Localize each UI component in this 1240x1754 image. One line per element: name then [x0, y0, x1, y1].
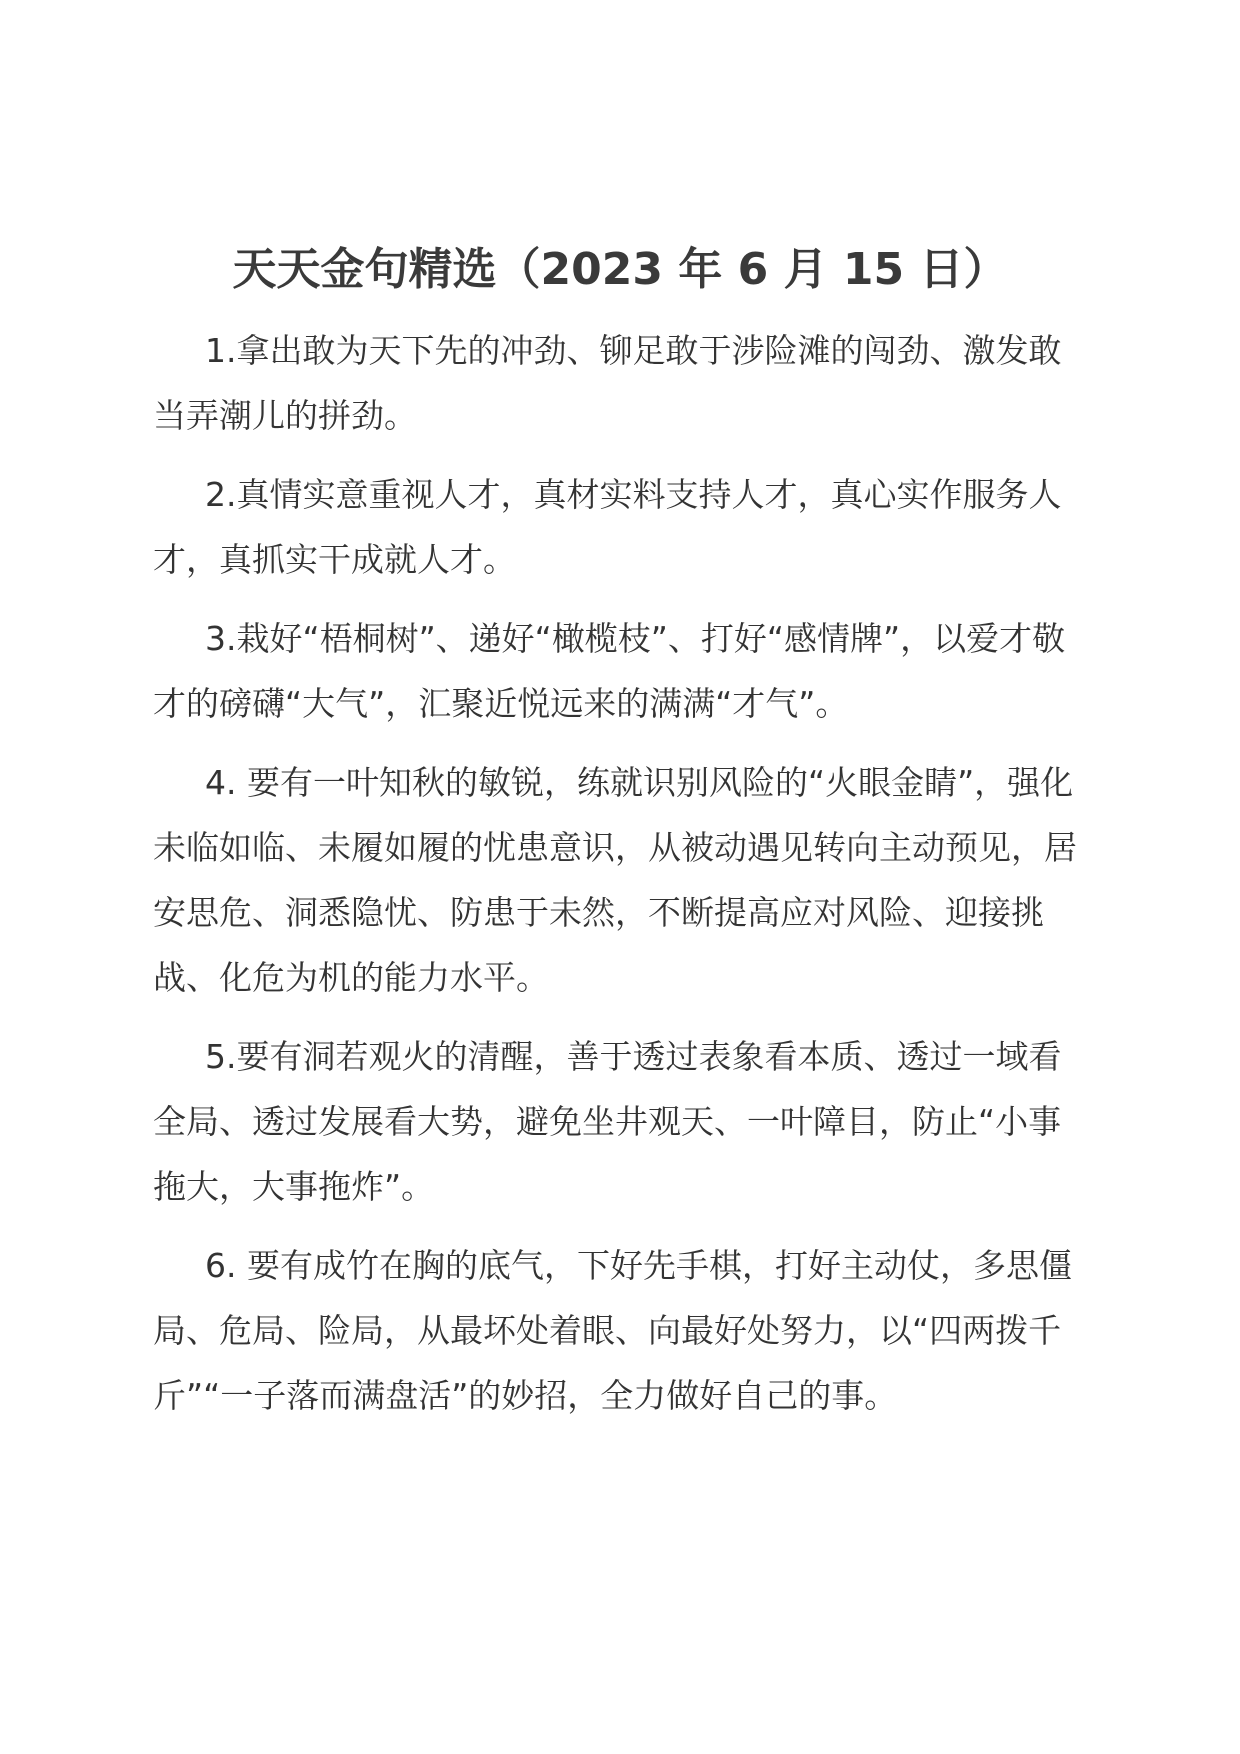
paragraph-1: 1.拿出敢为天下先的冲劲、铆足敢于涉险滩的闯劲、激发敢当弄潮儿的拼劲。 — [153, 331, 1062, 435]
paragraph-4: 4. 要有一叶知秋的敏锐，练就识别风险的“火眼金睛”，强化未临如临、未履如履的忧患意识，从被动遇见转向主动预见，居安思危、洞悉隐忧、防患于未然，不断提高应对风险、迎接挑战、化危为机的能力水平。 — [153, 763, 1077, 997]
paragraph-2: 2.真情实意重视人才，真材实料支持人才，真心实作服务人才，真抓实干成就人才。 — [153, 475, 1062, 579]
document-body — [153, 318, 1093, 1442]
paragraph-6: 6. 要有成竹在胸的底气，下好先手棋，打好主动仗，多思僵局、危局、险局，从最坏处着眼、向最好处努力，以“四两拨千斤”“一子落而满盘活”的妙招，全力做好自己的事。 — [153, 1246, 1072, 1415]
paragraph-5: 5.要有洞若观火的清醒，善于透过表象看本质、透过一域看全局、透过发展看大势，避免坐井观天、一叶障目，防止“小事拖大，大事拖炸”。 — [153, 1037, 1062, 1206]
paragraph-3: 3.栽好“梧桐树”、递好“橄榄枝”、打好“感情牌”，以爱才敬才的磅礴“大气”，汇聚近悦远来的满满“才气”。 — [153, 619, 1066, 723]
page-title: 天天金句精选（2023 年 6 月 15 日） — [232, 244, 1008, 295]
